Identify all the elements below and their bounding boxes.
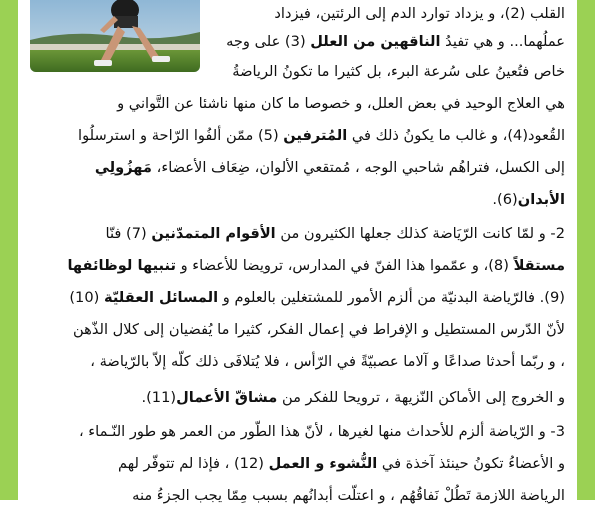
text-line-7 [45,188,565,212]
text-line-4 [45,92,565,116]
line-13-bold-term: مشاقّ الأعمال [176,389,278,406]
line-15-part-3: (12) ، فإذا لم تتوفّر لهم [118,455,269,472]
text-line-1 [201,2,565,26]
line-13-part-3: (11). [141,389,177,406]
line-7-part-2: (6). [492,191,518,208]
text-line-12 [45,350,565,374]
line-4-part-1: هي العلاج الوحيد في بعض العلل، و خصوصا ما كان منها ناشئا عن التَّواني و [117,95,565,112]
line-15-bold-term: النُّشوء و العمل [268,455,378,472]
runner-image [30,0,200,72]
text-line-9 [45,254,565,278]
line-13-part-1: و الخروج إلى الأماكن النّزيهة ، ترويحا للفكر من [277,389,565,406]
line-9-bold-term-2: تنبيها لوظائفها [67,257,176,274]
line-10-part-3: (10) [69,289,104,306]
line-16-part-1: الرياضة اللازمة تَطُلْ نَفاقُهُم ، و اعتلّت أبدانُهم بسبب مِمّا يجب الجزءُ منه [132,487,565,504]
line-5-bold-term: المُترفين [283,127,348,144]
line-6-part-1: إلى الكسل، فتراهُم شاحبي الوجه ، مُمتقعي الألوان، ضِعَاف الأعضاء، [151,159,565,176]
text-line-16 [45,484,565,508]
line-7-bold-term: الأبدان [517,191,565,208]
line-14-part-1: 3- و الرّياضة ألزم للأحداث منها لغيرها ، لأنّ هذا الطّور من العمر هو طور النّـماء ، [78,423,565,440]
text-line-2 [201,30,565,54]
line-2-part-1: عملُهما... و هي تفيدُ [440,33,565,50]
line-10-bold-term: المسائل العقليّة [103,289,219,306]
line-9-part-2: (8)، و عمّموا هذا الفنّ في المدارس، ترويضا للأعضاء و [175,257,514,274]
line-15-part-1: و الأعضاءُ تكونُ حينئذ آخذة في [377,455,565,472]
line-10-part-1: (9). فالرّياضة البدنيّة من ألزم الأمور للمشتغلين بالعلوم و [218,289,565,306]
text-line-6 [45,156,565,180]
line-11-part-1: لأنّ الدّرس المستطيل و الإفراط في إعمال الفكر، كثيرا ما يُفضيان إلى كلال الذّهن [73,321,565,338]
line-12-part-1: ، و ربّما أحدثا صداعًا و آلاما عصبيّةً في الرّأس ، فلا يُتلافَى ذلك كلّه إلاّ بالرّياضة ، [90,353,565,370]
text-line-13 [45,386,565,410]
line-3-part-1: خاص فتُعينُ على سُرعة البرء، بل كثيرا ما تكونُ الرياضةُ [232,63,565,80]
line-8-part-3: (7) فنّا [105,225,152,242]
text-line-10 [45,286,565,310]
text-line-14 [35,420,565,444]
text-line-8 [35,222,565,246]
line-2-part-3: (3) على وجه [226,33,311,50]
line-1-part-1: القلب (2)، و يزداد توارد الدم إلى الرئتين، فيزداد [274,5,565,22]
text-line-15 [45,452,565,476]
line-8-part-1: 2- و لمّا كانت الرّيَاضة كذلك جعلها الكثيرون من [275,225,565,242]
line-5-part-3: (5) ممّن ألفُوا الرّاحة و استرسلُوا [78,127,284,144]
runner-stretching-photo [30,0,200,72]
line-8-bold-term: الأقوام المتمدّنين [151,225,276,242]
line-2-bold-term: الناقهين من العلل [310,33,441,50]
line-9-bold-term-1: مستقلاً [513,257,565,274]
text-line-5 [45,124,565,148]
text-line-3 [201,60,565,84]
text-line-11 [45,318,565,342]
line-5-part-1: القُعود(4)، و غالب ما يكونُ ذلك في [347,127,565,144]
line-6-bold-term: مَهزُولِي [94,159,152,176]
